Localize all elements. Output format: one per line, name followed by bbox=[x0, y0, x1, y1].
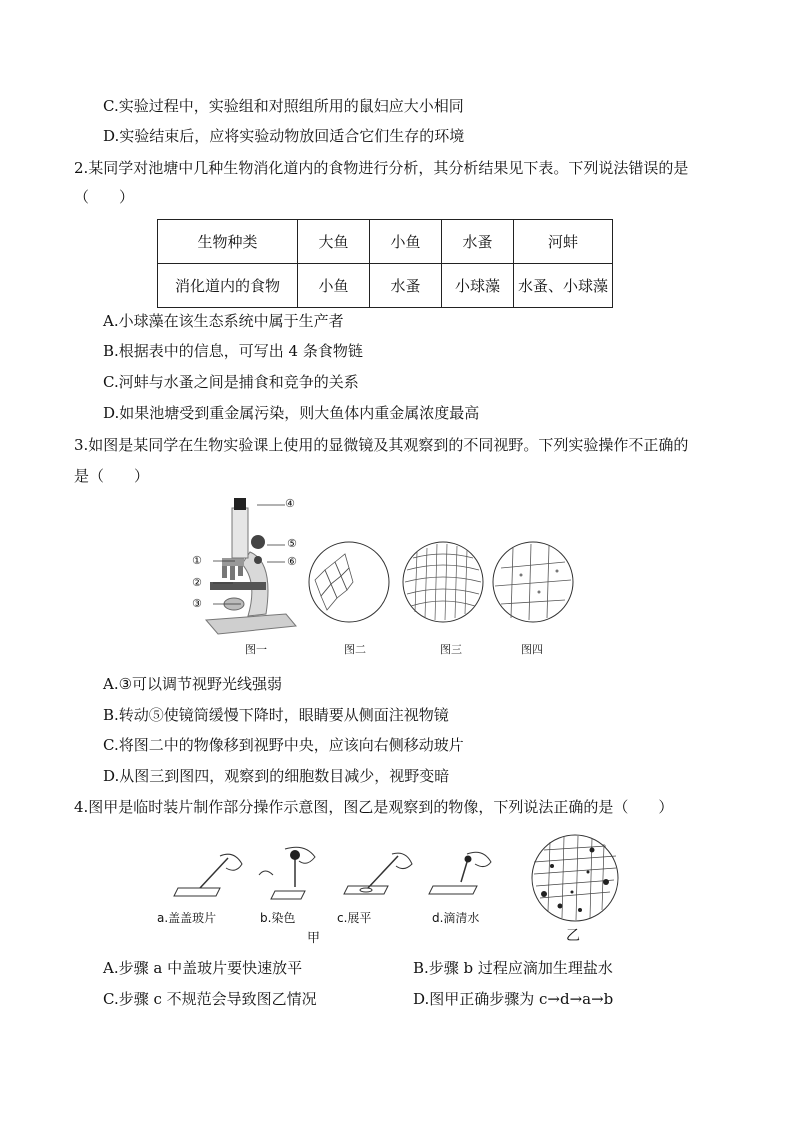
q4-option-d: D.图甲正确步骤为 c→d→a→b bbox=[413, 990, 614, 1008]
q2-option-a: A.小球藻在该生态系统中属于生产者 bbox=[103, 312, 344, 330]
step-c-sketch bbox=[340, 848, 420, 898]
marker-4: ④ bbox=[285, 497, 295, 510]
q3-option-c: C.将图二中的物像移到视野中央，应该向右侧移动玻片 bbox=[103, 736, 464, 754]
step-d-sketch bbox=[427, 848, 507, 898]
q4-option-b: B.步骤 b 过程应滴加生理盐水 bbox=[413, 959, 613, 977]
food-table bbox=[157, 219, 613, 308]
figure-jia-label: 甲 bbox=[307, 931, 321, 946]
q4-option-a: A.步骤 a 中盖玻片要快速放平 bbox=[103, 959, 303, 977]
marker-3: ③ bbox=[192, 597, 202, 610]
step-a-sketch bbox=[170, 848, 250, 898]
figure-yi-label: 乙 bbox=[566, 928, 580, 944]
marker-5: ⑤ bbox=[287, 537, 297, 550]
view-circle-3 bbox=[401, 540, 485, 624]
table-row bbox=[158, 264, 613, 308]
q3-stem-cont: 是（ ） bbox=[74, 467, 150, 485]
q2-stem: 2.某同学对池塘中几种生物消化道内的食物进行分析，其分析结果见下表。下列说法错误的是 bbox=[74, 159, 689, 177]
table-cell: 大鱼 bbox=[298, 220, 370, 264]
q2-option-d: D.如果池塘受到重金属污染，则大鱼体内重金属浓度最高 bbox=[103, 404, 480, 422]
caption-fig2: 图二 bbox=[344, 643, 366, 656]
caption-fig3: 图三 bbox=[440, 643, 462, 656]
marker-2: ② bbox=[192, 576, 202, 589]
view-circle-yi bbox=[530, 832, 620, 924]
table-cell: 生物种类 bbox=[158, 220, 298, 264]
q2-answer-bracket: （ ） bbox=[74, 188, 135, 206]
view-circle-4 bbox=[491, 540, 575, 624]
table-cell: 消化道内的食物 bbox=[158, 264, 298, 308]
table-cell: 水蚤、小球藻 bbox=[514, 264, 613, 308]
table-cell: 河蚌 bbox=[514, 220, 613, 264]
q1-option-d: D.实验结束后，应将实验动物放回适合它们生存的环境 bbox=[103, 127, 465, 145]
q4-option-c: C.步骤 c 不规范会导致图乙情况 bbox=[103, 990, 317, 1008]
marker-1: ① bbox=[192, 554, 202, 567]
step-b-sketch bbox=[255, 845, 335, 900]
q3-option-a: A.③可以调节视野光线强弱 bbox=[103, 675, 283, 693]
marker-6: ⑥ bbox=[287, 555, 297, 568]
q3-option-d: D.从图三到图四，观察到的细胞数目减少，视野变暗 bbox=[103, 767, 450, 785]
table-cell: 小球藻 bbox=[442, 264, 514, 308]
q1-option-c: C.实验过程中，实验组和对照组所用的鼠妇应大小相同 bbox=[103, 97, 464, 115]
q3-stem: 3.如图是某同学在生物实验课上使用的显微镜及其观察到的不同视野。下列实验操作不正确的 bbox=[74, 436, 689, 454]
step-label-c: c.展平 bbox=[337, 911, 372, 925]
caption-fig1: 图一 bbox=[245, 643, 267, 656]
table-cell: 水蚤 bbox=[442, 220, 514, 264]
table-cell: 小鱼 bbox=[298, 264, 370, 308]
table-cell: 小鱼 bbox=[370, 220, 442, 264]
step-label-d: d.滴清水 bbox=[432, 911, 480, 925]
q2-option-b: B.根据表中的信息，可写出 4 条食物链 bbox=[103, 342, 363, 360]
marker-lines bbox=[205, 500, 295, 610]
view-circle-2 bbox=[307, 540, 391, 624]
table-cell: 水蚤 bbox=[370, 264, 442, 308]
step-label-a: a.盖盖玻片 bbox=[157, 911, 217, 925]
q3-option-b: B.转动⑤使镜筒缓慢下降时，眼睛要从侧面注视物镜 bbox=[103, 706, 449, 724]
q2-option-c: C.河蚌与水蚤之间是捕食和竞争的关系 bbox=[103, 373, 359, 391]
caption-fig4: 图四 bbox=[521, 643, 543, 656]
q4-stem: 4.图甲是临时装片制作部分操作示意图，图乙是观察到的物像，下列说法正确的是（ ） bbox=[74, 798, 674, 816]
step-label-b: b.染色 bbox=[260, 911, 296, 925]
table-row bbox=[158, 220, 613, 264]
